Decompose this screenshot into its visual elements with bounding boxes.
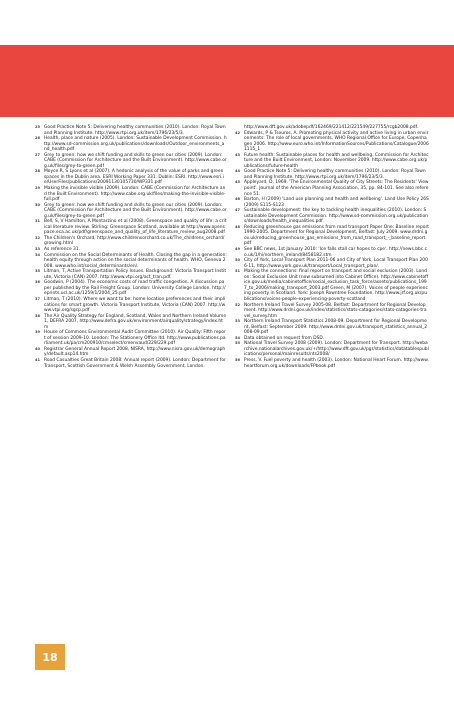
reference-number: 39 [35,330,41,335]
reference-text: http://www.dft.gov.uk/adobepdf/162469/221412/221549/227755/rcgb2008.pdf. [244,125,419,130]
reference-number: 32 [35,235,41,240]
reference-entry [235,225,429,247]
reference-number: 35 [35,269,41,274]
reference-number: 50 [235,258,241,263]
reference-entry [235,180,429,197]
reference-entry [35,169,227,186]
reference-text: As reference 31. [44,247,81,253]
reference-number: 25 [35,125,41,129]
reference-number: 29 [35,186,41,191]
reference-text: Sustainable development: the key to tackling health inequalities (2010). London: Sustainable Development Commission. http://www.sd-commission.org.uk/publications/downloads/health_inequalities.pdf. [244,208,428,225]
reference-entry [235,341,429,358]
reference-number: 45 [235,180,241,185]
reference-text: Press, V. Fuel poverty and health (2003). London: National Heart Forum. http://www.heartforum.org.uk/downloads/FPbook.pdf [244,357,429,369]
reference-entry [35,358,227,369]
reference-text: Making the connections: final report on transport and social exclusion (2003). London: Social Exclusion Unit (now subsumed into Cabinet Office). http://www.cabinetoffice.gov.uk/media/cabinetoffice/social_exclusion_task_force/assets/publications_1997_to_2006/making_transport_2003.pdf Green, M (2007). Voices of people experiencing poverty in Scotland. York: Joseph Rowntree Foundation. http://www.jrf.org.uk/publications/voices-people-experiencing-poverty-scotland [244,269,429,302]
reference-entry [235,269,429,302]
reference-number: 33 [35,247,41,252]
reference-text: See BBC news, 1st January 2010: 'Ice falls stall car hopes to cpe'. http://news.bbc.co.uk/1/hi/northern_ireland/8458182.stm [244,247,427,258]
references-left-column [35,125,227,369]
reference-entry [235,169,429,180]
reference-number: 38 [35,313,41,318]
reference-text: Bell, S, V Hamilton, A Montarzino et al (2008). Greenspace and quality of life: a critical literature review. Stirling: Greenspace Scotland, available at http://www.openspace.eca.ac.uk/pdf/greenspace_and_quality_of_life_literature_review_aug2008.pdf [44,219,227,236]
reference-text: Good Practice Note 5: Delivering healthy communities (2010). London: Royal Town and Planning Institute. http://www.rtpi.org.uk/item/1796/23/5/3. [244,169,426,180]
reference-entry [35,330,227,347]
reference-entry [235,153,429,170]
reference-text: Grey to green: how we shift funding and skills to green our cities (2009). London: CABE (Commission for Architecture and the Built Environment). http://www.cabe.org.uk/files/grey-to-green.pdf [44,152,227,169]
reference-number: 56 [235,357,241,362]
reference-entry [35,186,227,203]
reference-entry [235,258,429,269]
reference-number: 53 [235,319,241,324]
reference-entry [35,236,227,247]
reference-text: Making the invisible visible (2009). London: CABE (Commission for Architecture and the Built Environment). http://www.cabe.org.uk/files/making-the-invisible-visible-full.pdf [44,186,226,203]
reference-number: 34 [35,252,41,257]
reference-text: Road Casualties Great Britain 2008: Annual report (2009). London: Department for Transport, Scottish Government & Welsh Assembly Government, London. [44,357,226,369]
reference-text: Litman, T (2010). Where we want to be: home location preferences and their implications for smart growth. Victoria Transport Institute, Victoria (CAN) 2007. http://www.vtpi.org/sgcp.pdf [44,296,226,314]
reference-text: Reducing greenhouse gas emissions from road transport Paper One: Baseline report 1990-2005. Department for Regional Development, Belfast: July 2009. www.drdni.gov.uk/reducing_greenhouse_gas_emissions_from_road_transport_-_baseline_report.pdf [244,224,429,247]
reference-entry [235,208,429,225]
reference-text: Good Practice Note 5: Delivering healthy communities (2010). London: Royal Town and Planning Institute. http://www.rtpi.org.uk/item/1796/23/5/3. [44,125,226,136]
reference-text: Litman, T, Active Transportation Policy Issues. Background: Victoria Transport Institute, Victoria (CAN) 2007. http://www.vtpi.org/act_tran.pdf. [44,269,227,280]
reference-entry [35,314,227,331]
reference-text: Goodwin, P (2004). The economic costs of road traffic congestion. A discussion paper published by the Rail Freight Group. London: University College London. http://eprints.ucl.ac.uk/1259/1/2004_25.pdf [44,280,226,297]
reference-entry [35,125,227,136]
reference-number: 43 [235,152,241,157]
reference-text: Future health: Sustainable places for health and wellbeing. Commission for Architecture and the Built Environment, London: November 2009. http://www.cabe.org.uk/publications/future-health [244,152,429,169]
reference-entry [35,153,227,170]
reference-number: 30 [35,202,41,207]
reference-number: 46 [235,197,241,202]
reference-text: Health, place and nature (2005). London: Sustainable Development Commission. http://www.sd-commission.org.uk/publications/downloads/Outdoor_environments_and_health.pdf [44,136,227,153]
reference-entry [35,136,227,153]
reference-text: Commission on the Social Determinants of Health. Closing the gap in a generation: health equity through action on the social determinants of health. WHO, Geneva 2008. www.who.int/social_determinants/en/. [44,252,227,269]
references-right-column [235,125,429,369]
reference-number: 51 [235,269,241,274]
reference-entry [35,203,227,220]
reference-entry [35,253,227,270]
reference-number: 54 [235,335,241,340]
reference-number: 48 [235,224,241,229]
reference-entry [235,303,429,320]
reference-text: City of York, Local Transport Plan 2011-06 and City of York, Local Transport Plan 2006-11, http://www.york.gov.uk/transport/Local_transport_plan/. [244,258,428,269]
reference-number: 55 [235,341,241,346]
reference-number: 52 [235,302,241,307]
reference-entry [235,358,429,369]
reference-number: 28 [35,169,41,174]
reference-entry [35,219,227,236]
reference-number: 40 [35,346,41,351]
reference-text: Northern Ireland Transport Statistics 2008-09. Department for Regional Development, Belfast: September 2009. http://www.drdni.gov.uk/transport_statistics_annual_2008-09.pdf [244,319,428,336]
reference-text: The Air Quality Strategy for England, Scotland, Wales and Northern Ireland Volume 1, DEFRA 2007, http://www.defra.gov.uk/environment/airquality/strategy/index.htm [44,313,227,330]
reference-number: 41 [35,357,41,362]
reference-text: National Travel Survey 2008 (2009). London: Department for Transport. http://webarchive.nationalarchives.gov.uk/+/http://www.dft.gov.uk/pgr/statistics/datatablespublications/personal/mainresults/nts2008/ [244,341,429,358]
reference-text: Data obtained on request from DSD. [244,335,325,341]
reference-text: Moyce R, S Lyons et al (2007). A hedonic analysis of the value of parks and green spaces in the Dublin area. ESRI Working Paper 331. Dublin: ESRI. http://www.esri.ie/UserFiles/publications/20091130105730/WP331.pdf [44,169,224,186]
reference-entry [35,347,227,358]
reference-text: The Children's Orchard, http://www.childrensorchard.co.uk/The_childrens_orchard/growing.html [44,235,225,247]
reference-number: 49 [235,247,241,252]
header-color-band [0,45,454,117]
reference-entry [235,247,429,258]
reference-number: 47 [235,208,241,213]
reference-number: 44 [235,169,241,174]
page-number-badge [35,644,65,670]
reference-number: 36 [35,280,41,285]
reference-entry [35,280,227,297]
page-number: 18 [42,650,58,664]
reference-entry [235,197,429,208]
reference-entry [35,269,227,280]
reference-number: 31 [35,219,41,224]
reference-text: Appleyard, D, 1969. 'The Environmental Quality of City Streets: The Residents' Viewpoint'. Journal of the American Planning Association, 35, pp. 84-101. See also reference 51. [244,180,429,197]
reference-text: Edwards, P & Tsouros, A. Promoting physical activity and active living in urban environments: The role of local governments. WHO Regional Office for Europe, Copenhagen 2006. http://www.euro.who.int/InformationSources/Publications/Catalogue/20061115_1 [244,130,429,153]
reference-number: 27 [35,152,41,157]
reference-number: 42 [235,130,241,135]
reference-entry [235,131,429,153]
reference-entry [35,297,227,314]
reference-text: Grey to green: how we shift funding and skills to green our cities (2009). London: CABE (Commission for Architecture and the Built Environment). http://www.cabe.org.uk/files/grey-to-green.pdf [44,202,227,219]
reference-text: House of Commons Environmental Audit Committee (2010). Air Quality: Fifth report of session 2009-10. London: The Stationery Office ltd. http://www.publications.parliament.uk/pa/cm200910/cmselect/cmenvaud/229/229.pdf [44,330,226,347]
reference-text: Barton, H (2009) 'Land use planning and health and wellbeing'. Land Use Policy 26S (2009) S115-S123 [244,197,429,208]
reference-text: Northern Ireland Travel Survey 2005-08. Belfast: Department for Regional Development. http://www.drdni.gov.uk/index/statistics/stats-catagories/stats-catagories-travel_survey.htm [244,302,427,319]
reference-number: 26 [35,136,41,141]
reference-entry [235,319,429,336]
reference-text: Registrar General Annual Report 2008, NISRA, http://www.nisra.gov.uk/demography/default.asp14.htm [44,346,226,358]
reference-number: 37 [35,296,41,301]
